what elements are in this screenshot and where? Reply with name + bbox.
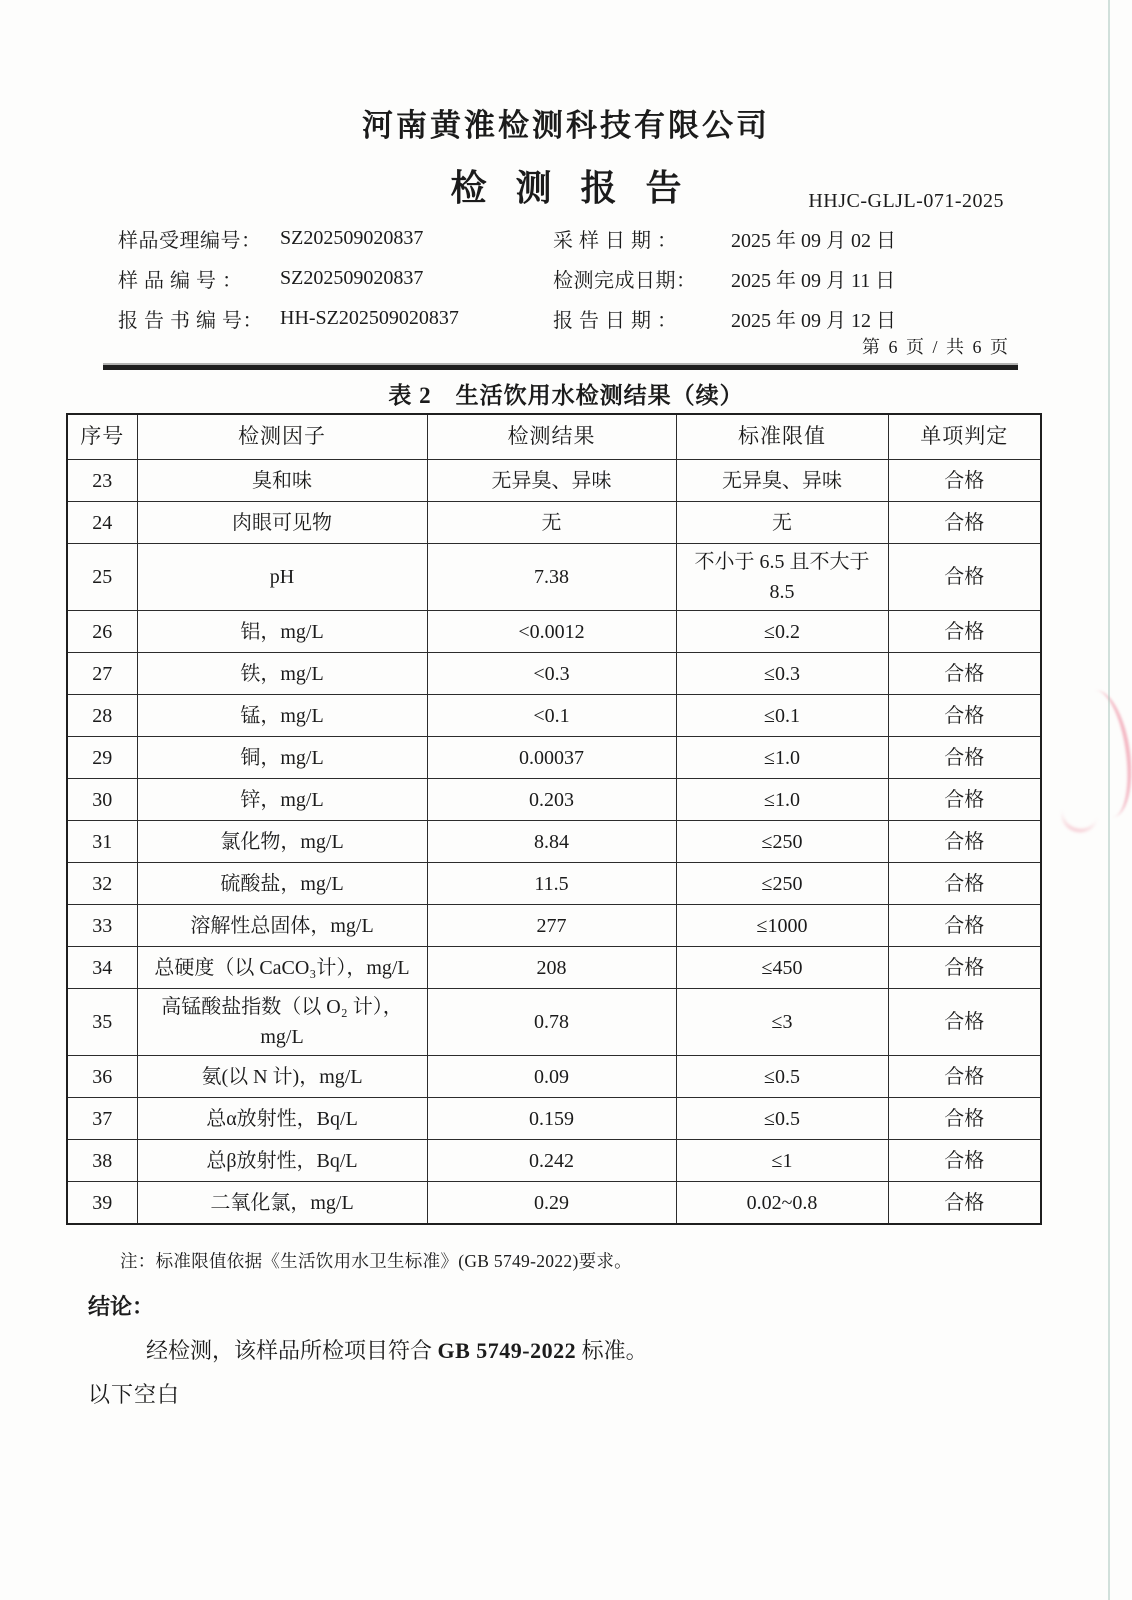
standard-note: 注：标准限值依据《生活饮用水卫生标准》(GB 5749-2022)要求。	[120, 1251, 632, 1271]
test-result-cell: 277	[427, 905, 676, 947]
table-row	[67, 779, 1041, 821]
verdict-cell: 合格	[888, 544, 1041, 611]
test-factor-cell: 硫酸盐，mg/L	[137, 863, 427, 905]
verdict-cell: 合格	[888, 989, 1041, 1056]
table-row	[67, 863, 1041, 905]
row-index-cell: 38	[67, 1140, 137, 1182]
table-row	[67, 1098, 1041, 1140]
col-limit-header: 标准限值	[676, 414, 888, 460]
red-seal-artifact	[1069, 687, 1132, 821]
test-factor-cell: 二氧化氯，mg/L	[137, 1182, 427, 1225]
table-row	[67, 502, 1041, 544]
col-verdict-header: 单项判定	[888, 414, 1041, 460]
standard-limit-cell: 0.02~0.8	[676, 1182, 888, 1225]
verdict-cell: 合格	[888, 737, 1041, 779]
row-index-cell: 37	[67, 1098, 137, 1140]
row-index-cell: 23	[67, 460, 137, 502]
test-result-cell: 0.78	[427, 989, 676, 1056]
table-row	[67, 544, 1041, 611]
col-factor-header: 检测因子	[137, 414, 427, 460]
test-result-cell: 0.203	[427, 779, 676, 821]
test-factor-cell: 铝，mg/L	[137, 611, 427, 653]
standard-limit-cell: ≤0.5	[676, 1098, 888, 1140]
row-index-cell: 32	[67, 863, 137, 905]
divider-rule	[103, 365, 1018, 370]
table-row	[67, 1140, 1041, 1182]
standard-limit-cell: ≤1.0	[676, 779, 888, 821]
test-factor-cell: 臭和味	[137, 460, 427, 502]
row-index-cell: 25	[67, 544, 137, 611]
col-result-header: 检测结果	[427, 414, 676, 460]
standard-limit-cell: 无异臭、异味	[676, 460, 888, 502]
standard-limit-cell: ≤250	[676, 863, 888, 905]
row-index-cell: 28	[67, 695, 137, 737]
table-row	[67, 947, 1041, 989]
test-result-cell: 7.38	[427, 544, 676, 611]
verdict-cell: 合格	[888, 1140, 1041, 1182]
row-index-cell: 34	[67, 947, 137, 989]
test-factor-cell: 总硬度（以 CaCO₃计），mg/L	[137, 947, 427, 989]
table-row	[67, 1182, 1041, 1225]
sample-accept-no-label: 样品受理编号：	[118, 229, 262, 252]
test-result-cell: <0.3	[427, 653, 676, 695]
table-title: 表 2 生活饮用水检测结果（续）	[388, 383, 744, 408]
sample-no-value: SZ202509020837	[280, 266, 424, 289]
table-row	[67, 1056, 1041, 1098]
test-result-cell: 0.159	[427, 1098, 676, 1140]
standard-limit-cell: ≤0.5	[676, 1056, 888, 1098]
test-factor-cell: 锰，mg/L	[137, 695, 427, 737]
standard-limit-cell: ≤0.2	[676, 611, 888, 653]
test-complete-date-value: 2025 年 09 月 11 日	[731, 269, 896, 292]
verdict-cell: 合格	[888, 863, 1041, 905]
page-indicator: 第 6 页 / 共 6 页	[861, 337, 1010, 357]
report-date-label: 报 告 日 期 ：	[553, 309, 678, 332]
table-row	[67, 460, 1041, 502]
standard-limit-cell: ≤1000	[676, 905, 888, 947]
sampling-date-value: 2025 年 09 月 02 日	[731, 229, 896, 252]
test-factor-cell: 肉眼可见物	[137, 502, 427, 544]
test-result-cell: 208	[427, 947, 676, 989]
row-index-cell: 35	[67, 989, 137, 1056]
verdict-cell: 合格	[888, 502, 1041, 544]
standard-limit-cell: 不小于 6.5 且不大于 8.5	[676, 544, 888, 611]
standard-limit-cell: ≤3	[676, 989, 888, 1056]
conclusion-standard: GB 5749-2022	[437, 1338, 577, 1363]
table-row	[67, 821, 1041, 863]
results-table	[66, 413, 1042, 1225]
test-result-cell: 0.242	[427, 1140, 676, 1182]
conclusion-heading: 结论：	[88, 1294, 155, 1319]
test-result-cell: <0.0012	[427, 611, 676, 653]
results-table-header	[67, 414, 1041, 460]
test-result-cell: <0.1	[427, 695, 676, 737]
verdict-cell: 合格	[888, 1098, 1041, 1140]
table-row	[67, 653, 1041, 695]
row-index-cell: 39	[67, 1182, 137, 1225]
standard-limit-cell: ≤0.3	[676, 653, 888, 695]
test-factor-cell: 总α放射性，Bq/L	[137, 1098, 427, 1140]
test-result-cell: 0.29	[427, 1182, 676, 1225]
conclusion-text	[146, 1334, 648, 1365]
report-date-value: 2025 年 09 月 12 日	[731, 309, 896, 332]
verdict-cell: 合格	[888, 1182, 1041, 1225]
verdict-cell: 合格	[888, 779, 1041, 821]
sample-no-label: 样 品 编 号 ：	[118, 269, 243, 292]
row-index-cell: 31	[67, 821, 137, 863]
verdict-cell: 合格	[888, 905, 1041, 947]
sampling-date-label: 采 样 日 期 ：	[553, 229, 678, 252]
table-row	[67, 905, 1041, 947]
standard-limit-cell: 无	[676, 502, 888, 544]
verdict-cell: 合格	[888, 611, 1041, 653]
sample-info-block	[118, 218, 1072, 338]
verdict-cell: 合格	[888, 695, 1041, 737]
report-code: HHJC-GLJL-071-2025	[808, 190, 1004, 212]
verdict-cell: 合格	[888, 460, 1041, 502]
test-factor-cell: 氨(以 N 计)，mg/L	[137, 1056, 427, 1098]
test-factor-cell: 总β放射性，Bq/L	[137, 1140, 427, 1182]
table-row	[67, 611, 1041, 653]
test-result-cell: 无	[427, 502, 676, 544]
standard-limit-cell: ≤1	[676, 1140, 888, 1182]
row-index-cell: 24	[67, 502, 137, 544]
below-blank-label: 以下空白	[88, 1382, 181, 1407]
results-table-body	[67, 460, 1041, 1225]
verdict-cell: 合格	[888, 653, 1041, 695]
test-factor-cell: 铁，mg/L	[137, 653, 427, 695]
table-row	[67, 737, 1041, 779]
report-title: 检 测 报 告	[450, 168, 692, 208]
test-result-cell: 无异臭、异味	[427, 460, 676, 502]
verdict-cell: 合格	[888, 1056, 1041, 1098]
test-factor-cell: 氯化物，mg/L	[137, 821, 427, 863]
verdict-cell: 合格	[888, 821, 1041, 863]
row-index-cell: 29	[67, 737, 137, 779]
scan-edge-line	[1108, 0, 1110, 1600]
standard-limit-cell: ≤450	[676, 947, 888, 989]
test-factor-cell: 锌，mg/L	[137, 779, 427, 821]
test-factor-cell: pH	[137, 544, 427, 611]
verdict-cell: 合格	[888, 947, 1041, 989]
company-name: 河南黄淮检测科技有限公司	[362, 108, 770, 143]
test-factor-cell: 高锰酸盐指数（以 O₂ 计）， mg/L	[137, 989, 427, 1056]
conclusion-suffix: 标准。	[576, 1338, 648, 1363]
test-factor-cell: 溶解性总固体，mg/L	[137, 905, 427, 947]
table-row	[67, 695, 1041, 737]
table-row	[67, 989, 1041, 1056]
standard-limit-cell: ≤1.0	[676, 737, 888, 779]
row-index-cell: 30	[67, 779, 137, 821]
test-result-cell: 11.5	[427, 863, 676, 905]
conclusion-prefix: 经检测，该样品所检项目符合	[146, 1338, 438, 1363]
row-index-cell: 33	[67, 905, 137, 947]
sample-accept-no-value: SZ202509020837	[280, 226, 424, 249]
header-row	[67, 414, 1041, 460]
row-index-cell: 27	[67, 653, 137, 695]
report-no-label: 报 告 书 编 号：	[118, 309, 263, 332]
standard-limit-cell: ≤250	[676, 821, 888, 863]
test-complete-date-label: 检测完成日期：	[553, 269, 697, 292]
standard-limit-cell: ≤0.1	[676, 695, 888, 737]
row-index-cell: 26	[67, 611, 137, 653]
row-index-cell: 36	[67, 1056, 137, 1098]
test-result-cell: 8.84	[427, 821, 676, 863]
test-result-cell: 0.09	[427, 1056, 676, 1098]
col-index-header: 序号	[67, 414, 137, 460]
report-no-value: HH-SZ202509020837	[280, 306, 459, 329]
test-factor-cell: 铜，mg/L	[137, 737, 427, 779]
red-seal-artifact-small	[1058, 791, 1102, 836]
test-result-cell: 0.00037	[427, 737, 676, 779]
